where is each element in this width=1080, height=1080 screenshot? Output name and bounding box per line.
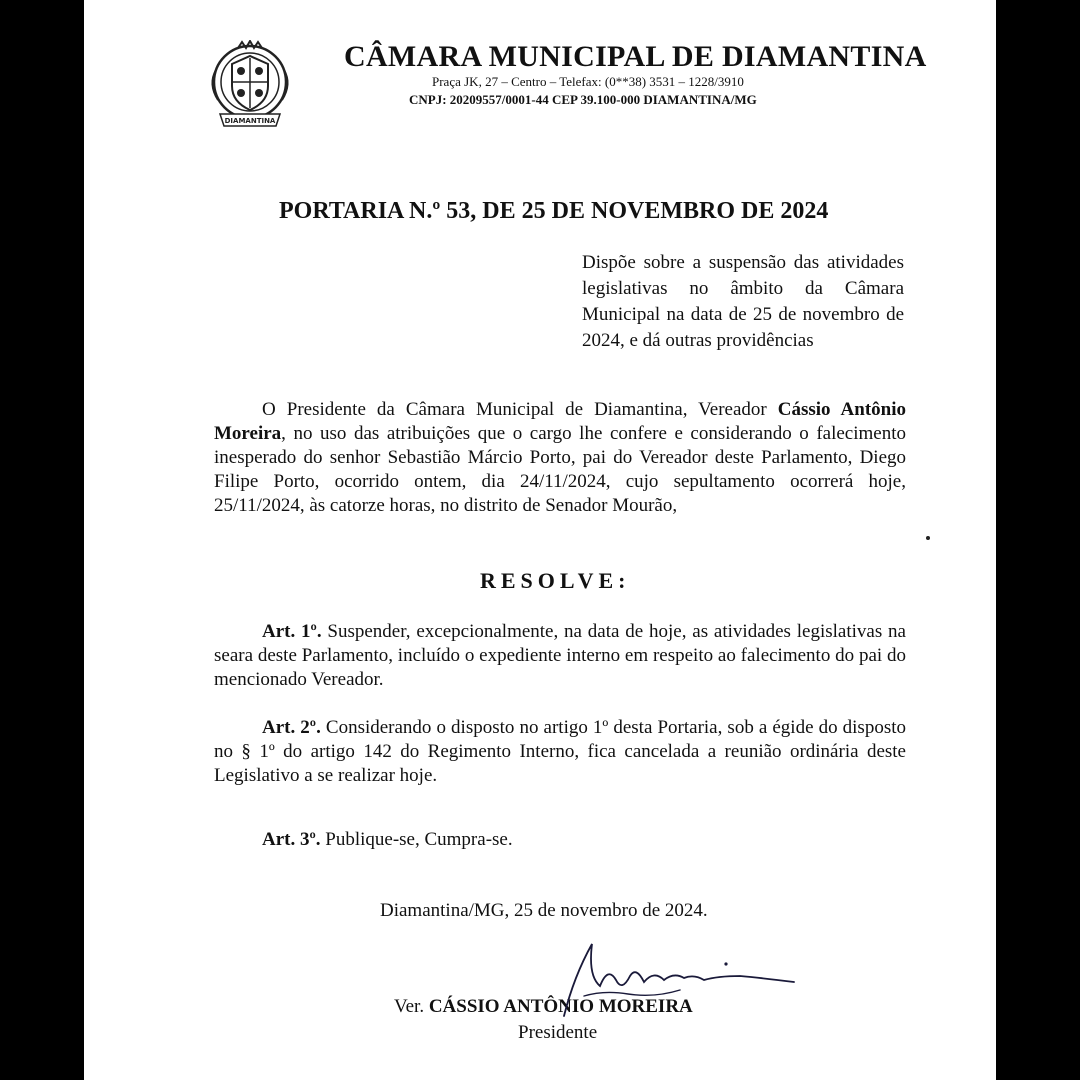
signatory-role: Presidente [518,1022,598,1043]
seal-ribbon-text: DIAMANTINA [224,117,276,125]
article-2-label: Art. 2º. [262,717,321,738]
article-3 [214,828,906,852]
signatory-prefix: Ver. [394,996,429,1017]
article-2 [214,716,906,788]
president-name: Cássio Antônio Moreira [214,399,906,444]
document-page [84,0,996,1080]
intro-after-name: , no uso das atribuições que o cargo lhe confere e considerando o falecimento inesperado do senhor Sebastião Márcio Porto, pai do Vereador deste Parlamento, Diego Filipe Porto, ocorrido ontem, dia 24/11/2024, cujo sepultamento ocorrerá hoje, 25/11/2024, às catorze horas, no distrito de Senador Mourão, [214,423,906,516]
signatory-name: CÁSSIO ANTÔNIO MOREIRA [428,996,693,1017]
article-1-text: Suspender, excepcionalmente, na data de hoje, as atividades legislativas na seara deste Parlamento, incluído o expediente interno em respeito ao falecimento do pai do mencionado Vereador. [214,621,906,690]
place-date: Diamantina/MG, 25 de novembro de 2024. [380,900,708,921]
article-3-text: Publique-se, Cumpra-se. [320,829,513,850]
intro-before-name: O Presidente da Câmara Municipal de Diamantina, Vereador [262,399,778,420]
scan-speck [926,536,930,540]
header-address: Praça JK, 27 – Centro – Telefax: (0**38) 3531 – 1228/3910 [432,74,744,89]
article-1 [214,620,906,692]
handwritten-signature-icon [504,936,804,1026]
article-2-text: Considerando o disposto no artigo 1º desta Portaria, sob a égide do disposto no § 1º do artigo 142 do Regimento Interno, fica cancelada a reunião ordinária deste Legislativo a se realizar hoje. [214,717,906,786]
municipal-seal-icon [202,40,298,132]
article-3-label: Art. 3º. [262,829,321,850]
intro-paragraph [214,398,906,518]
header-registry: CNPJ: 20209557/0001-44 CEP 39.100-000 DIAMANTINA/MG [409,92,757,107]
article-1-label: Art. 1º. [262,621,322,642]
document-title: PORTARIA N.º 53, DE 25 DE NOVEMBRO DE 2024 [279,198,829,224]
header-title: CÂMARA MUNICIPAL DE DIAMANTINA [344,40,927,73]
resolve-heading: RESOLVE: [480,568,631,593]
ementa: Dispõe sobre a suspensão das atividades legislativas no âmbito da Câmara Municipal na data de 25 de novembro de 2024, e dá outras providências [582,252,904,351]
